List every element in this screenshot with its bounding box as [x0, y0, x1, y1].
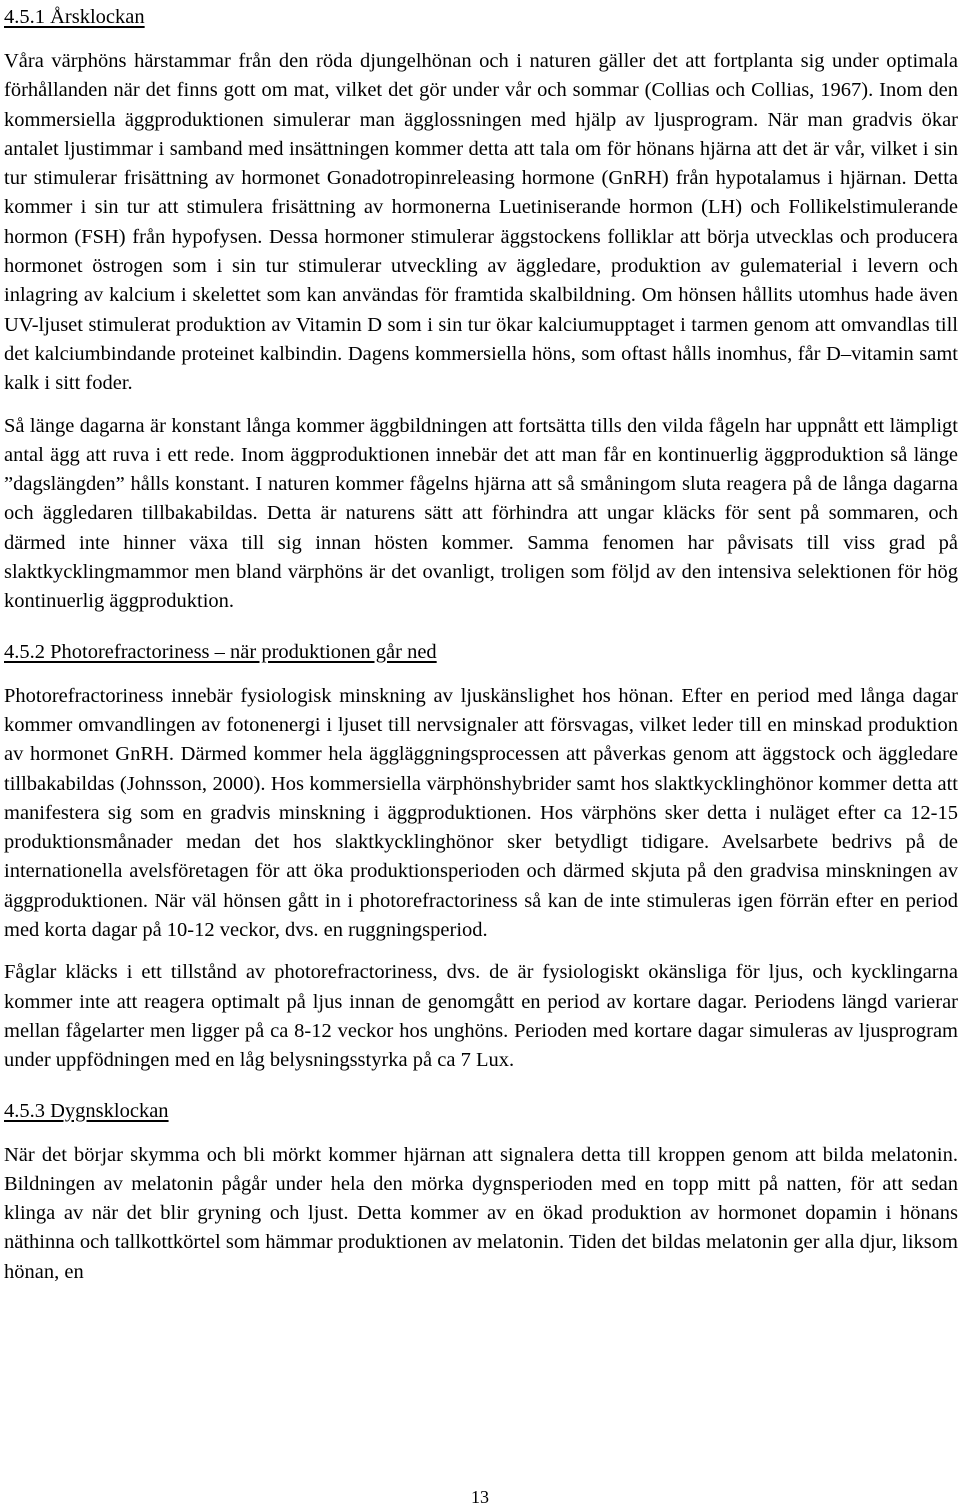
page-number: 13 [471, 1487, 489, 1507]
document-page [4, 0, 958, 1287]
section-heading: 4.5.2 Photorefractoriness – när produktionen går ned [4, 640, 437, 663]
section-dygnsklockan [4, 1097, 958, 1287]
paragraph: Så länge dagarna är konstant långa kommer äggbildningen att fortsätta tills den vilda fågeln har uppnått ett lämpligt antal ägg att ruva i ett rede. Inom äggproduktionen innebär det att man får en kontinuerlig äggproduktion så länge ”dagslängden” hålls konstant. I naturen kommer fågelns hjärna att så småningom sluta reagera på de långa dagarna och äggledaren tillbakabildas. Detta är naturens sätt att förhindra att ungar kläcks för sent på sommaren, och därmed inte hinner växa till sig innan hösten kommer. Samma fenomen har påvisats till viss grad på slaktkycklingmammor men bland värphöns är det ovanligt, troligen som följd av den intensiva selektionen för hög kontinuerlig äggproduktion. [4, 414, 958, 613]
section-heading: 4.5.3 Dygnsklockan [4, 1099, 169, 1122]
paragraph: Fåglar kläcks i ett tillstånd av photorefractoriness, dvs. de är fysiologiskt okänsliga för ljus, och kycklingarna kommer inte att reagera optimalt på ljus innan de genomgått en period av kortare dagar. Periodens längd varierar mellan fågelarter men ligger på ca 8-12 veckor hos unghöns. Perioden med kortare dagar simuleras av ljusprogram under uppfödningen med en låg belysningsstyrka på ca 7 Lux. [4, 961, 958, 1072]
section-arsklockan [4, 3, 958, 617]
section-heading: 4.5.1 Årsklockan [4, 6, 145, 28]
paragraph: Photorefractoriness innebär fysiologisk minskning av ljuskänslighet hos hönan. Efter en period med långa dagar kommer omvandlingen av fotonenergi i ljuset till nervsignaler att försvagas, vilket leder till en minskad produktion av hormonet GnRH. Därmed kommer hela äggläggningsprocessen att påverkas genom att äggstock och äggledare tillbakabildas (Johnsson, 2000). Hos kommersiella värphönshybrider samt hos slaktkycklinghönor kommer detta att manifestera sig som en gradvis minskning i äggproduktionen. Hos värphöns sker detta i nuläget efter ca 12-15 produktionsmånader medan det hos slaktkycklinghönor sker betydligt tidigare. Avelsarbete bedrivs på de internationella avelsföretagen för att öka produktionsperioden och därmed skjuta på den gradvisa minskningen av äggproduktionen. När väl hönsen gått in i photorefractoriness så kan de inte stimuleras igen förrän efter en period med korta dagar på 10-12 veckor, dvs. en ruggningsperiod. [4, 684, 958, 942]
paragraph: Våra värphöns härstammar från den röda djungelhönan och i naturen gäller det att fortplanta sig under optimala förhållanden när det finns gott om mat, vilket det gör under vår och sommar (Collias och Collias, 1967). Inom den kommersiella äggproduktionen simulerar man ägglossningen med hjälp av ljusprogram. När man gradvis ökar antalet ljustimmar i samband med insättningen kommer detta att tala om för hönans hjärna att det är vår, vilket i sin tur stimulerar frisättning av hormonet Gonadotropinreleasing hormone (GnRH) från hypotalamus i hjärnan. Detta kommer i sin tur att stimulera frisättning av hormonerna Luetiniserande hormon (LH) och Follikelstimulerande hormon (FSH) från hypofysen. Dessa hormoner stimulerar äggstockens folliklar att börja utvecklas och producera hormonet östrogen som i sin tur stimulerar utveckling av äggledare, produktion av gulematerial i levern och inlagring av kalcium i skelettet som kan användas för framtida skalbildning. Om hönsen hållits utomhus hade även UV-ljuset stimulerat produktion av Vitamin D som i sin tur ökar kalciumupptaget i tarmen genom att omvandlas till det kalciumbindande proteinet kalbindin. Dagens kommersiella höns, som oftast hålls inomhus, får D–vitamin samt kalk i sitt foder. [4, 50, 958, 395]
section-photorefractoriness [4, 638, 958, 1076]
paragraph: När det börjar skymma och bli mörkt kommer hjärnan att signalera detta till kroppen genom att bilda melatonin. Bildningen av melatonin pågår under hela den mörka dygnsperioden med en topp mitt på natten, för att sedan klinga av när det blir gryning och ljust. Detta kommer av en ökad produktion av hormonet dopamin i hönans näthinna och tallkottkörtel som hämmar produktionen av melatonin. Tiden det bildas melatonin ger alla djur, liksom hönan, en [4, 1143, 958, 1283]
